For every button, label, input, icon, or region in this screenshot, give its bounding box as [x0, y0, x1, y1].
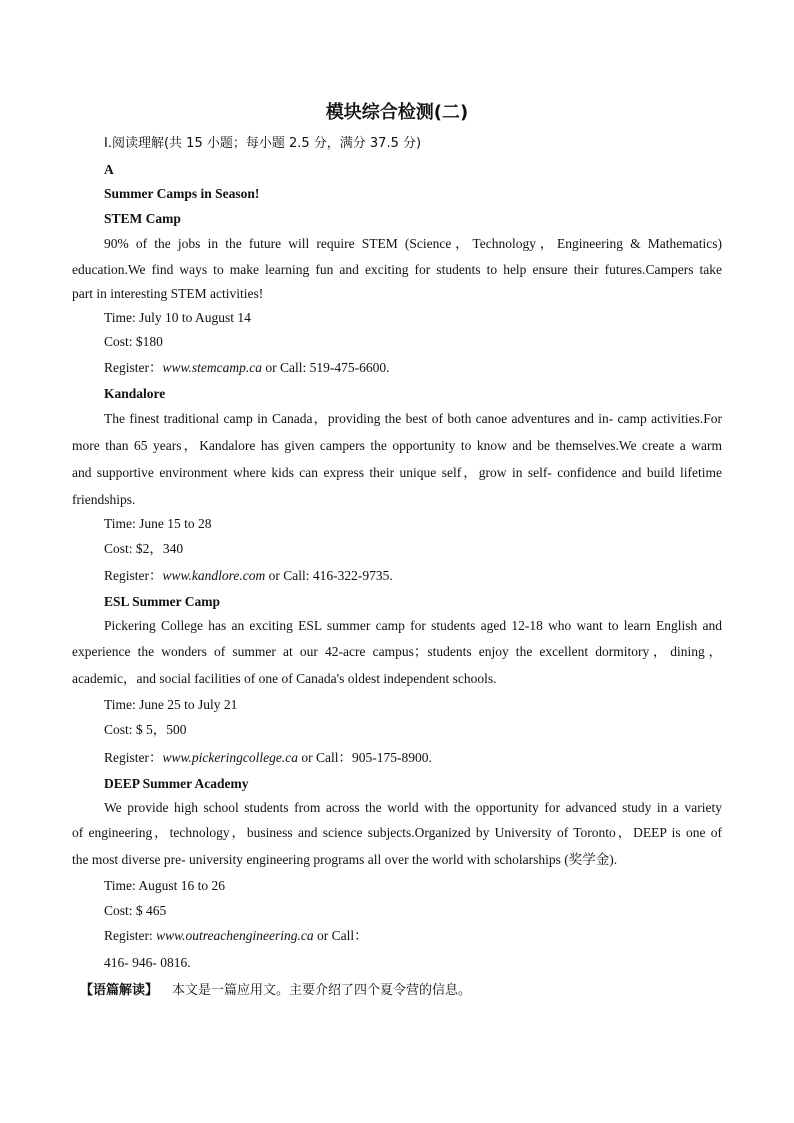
register-url[interactable]: www.outreachengineering.ca — [156, 928, 314, 943]
page-title: 模块综合检测(二) — [325, 102, 469, 123]
camp-time: Time: June 15 to 28 — [104, 516, 212, 531]
camp-desc-line: friendships. — [72, 492, 136, 507]
camp-desc-line: academic，and social facilities of one of Canada's oldest independent schools. — [72, 671, 497, 686]
camp-register — [104, 749, 432, 767]
camp-desc-line: We provide high school students from across the world with the opportunity for advanced study in a variety — [104, 800, 722, 815]
camp-cost: Cost: $ 465 — [104, 903, 167, 918]
analysis-label: 【语篇解读】 — [80, 983, 159, 998]
register-suffix: or Call：905-175-8900. — [297, 750, 432, 765]
camp-desc-line: experience the wonders of summer at our 42-acre campus；students enjoy the excellent dormitory，dining， — [72, 644, 722, 659]
camp-register-phone: 416- 946- 0816. — [104, 955, 191, 970]
camp-cost: Cost: $2，340 — [104, 541, 184, 556]
camp-name-esl: ESL Summer Camp — [104, 594, 221, 609]
camp-desc-line: the most diverse pre- university engineering programs all over the world with scholarships (奖学金). — [72, 852, 618, 867]
camp-time: Time: June 25 to July 21 — [104, 697, 238, 712]
camp-time: Time: July 10 to August 14 — [104, 310, 251, 325]
register-suffix: or Call: 416-322-9735. — [265, 568, 393, 583]
camp-desc-line: part in interesting STEM activities! — [72, 286, 264, 301]
register-prefix: Register： — [104, 568, 163, 583]
register-prefix: Register： — [104, 750, 163, 765]
analysis — [80, 982, 471, 1000]
camp-cost: Cost: $ 5，500 — [104, 722, 187, 737]
register-suffix: or Call： — [313, 928, 368, 943]
section-heading: Ⅰ.阅读理解(共 15 小题；每小题 2.5 分，满分 37.5 分) — [104, 136, 422, 151]
register-url[interactable]: www.kandlore.com — [162, 568, 266, 583]
camp-name-stem: STEM Camp — [104, 211, 181, 226]
passage-title: Summer Camps in Season! — [104, 186, 260, 201]
camp-desc-line: 90% of the jobs in the future will require STEM (Science，Technology，Engineering & Mathematics) — [104, 236, 722, 251]
camp-time: Time: August 16 to 26 — [104, 878, 226, 893]
camp-desc-line: of engineering，technology，business and science subjects.Organized by University of Toronto，DEEP is one of — [72, 825, 722, 840]
camp-cost: Cost: $180 — [104, 334, 163, 349]
camp-register — [104, 567, 393, 585]
camp-desc-line: The finest traditional camp in Canada，providing the best of both canoe adventures and in- camp activities.For — [104, 411, 722, 426]
camp-register — [104, 927, 368, 945]
camp-name-deep: DEEP Summer Academy — [104, 776, 249, 791]
camp-desc-line: and supportive environment where kids can express their unique self，grow in self- confidence and build lifetime — [72, 465, 722, 480]
register-prefix: Register： — [104, 360, 163, 375]
camp-name-kandalore: Kandalore — [104, 386, 166, 401]
analysis-text: 本文是一篇应用文。主要介绍了四个夏令营的信息。 — [172, 983, 472, 998]
register-url[interactable]: www.pickeringcollege.ca — [162, 750, 298, 765]
camp-desc-line: education.We find ways to make learning fun and exciting for students to help ensure their futures.Campers take — [72, 262, 722, 277]
camp-desc-line: Pickering College has an exciting ESL summer camp for students aged 12-18 who want to learn English and — [104, 618, 722, 633]
passage-label: A — [104, 162, 114, 177]
register-suffix: or Call: 519-475-6600. — [262, 360, 390, 375]
register-prefix: Register: — [104, 928, 157, 943]
camp-desc-line: more than 65 years，Kandalore has given campers the opportunity to know and be themselves.We create a warm — [72, 438, 722, 453]
camp-register — [104, 359, 390, 377]
register-url[interactable]: www.stemcamp.ca — [162, 360, 262, 375]
